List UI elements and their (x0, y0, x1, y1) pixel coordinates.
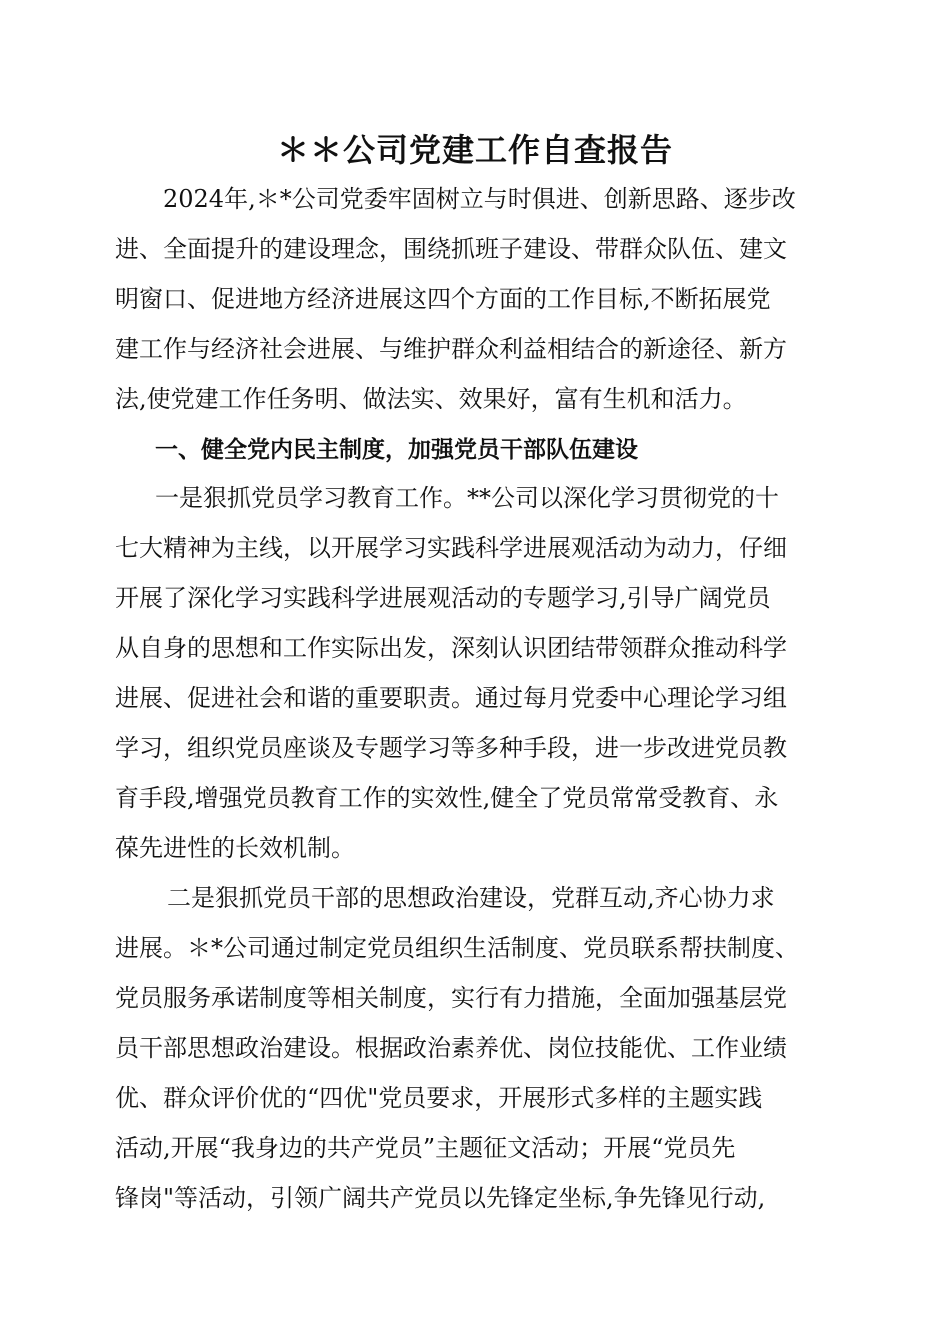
section-heading-1: 一、健全党内民主制度，加强党员干部队伍建设 (155, 437, 638, 463)
para2-line-5: 优、群众评价优的“四优"党员要求，开展形式多样的主题实践 (115, 1084, 763, 1112)
document-title: ＊＊公司党建工作自查报告 (276, 131, 673, 169)
para2-line-3: 党员服务承诺制度等相关制度，实行有力措施，全面加强基层党 (115, 984, 787, 1012)
para2-line-6: 活动,开展“我身边的共产党员”主题征文活动；开展“党员先 (115, 1134, 736, 1162)
para1-line-2: 七大精神为主线，以开展学习实践科学进展观活动为动力，仔细 (115, 534, 787, 562)
para1-line-8: 葆先进性的长效机制。 (115, 834, 355, 862)
intro-line-2: 进、全面提升的建设理念，围绕抓班子建设、带群众队伍、建文 (115, 235, 787, 263)
para2-line-1: 二是狠抓党员干部的思想政治建设，党群互动,齐心协力求 (167, 884, 775, 912)
para1-line-7: 育手段,增强党员教育工作的实效性,健全了党员常常受教育、永 (115, 784, 779, 812)
intro-line-1: 2024年,＊*公司党委牢固树立与时俱进、创新思路、逐步改 (163, 185, 796, 213)
intro-line-4: 建工作与经济社会进展、与维护群众利益相结合的新途径、新方 (115, 335, 787, 363)
intro-line-3: 明窗口、促进地方经济进展这四个方面的工作目标,不断拓展党 (115, 285, 771, 313)
para2-line-2: 进展。＊*公司通过制定党员组织生活制度、党员联系帮扶制度、 (115, 934, 799, 962)
para1-line-3: 开展了深化学习实践科学进展观活动的专题学习,引导广阔党员 (115, 584, 771, 612)
para1-line-1: 一是狠抓党员学习教育工作。**公司以深化学习贯彻党的十 (155, 484, 779, 512)
para2-line-7: 锋岗"等活动，引领广阔共产党员以先锋定坐标,争先锋见行动, (115, 1184, 766, 1212)
para1-line-5: 进展、促进社会和谐的重要职责。通过每月党委中心理论学习组 (115, 684, 787, 712)
para1-line-6: 学习，组织党员座谈及专题学习等多种手段，进一步改进党员教 (115, 734, 787, 762)
para1-line-4: 从自身的思想和工作实际出发，深刻认识团结带领群众推动科学 (115, 634, 787, 662)
para2-line-4: 员干部思想政治建设。根据政治素养优、岗位技能优、工作业绩 (115, 1034, 787, 1062)
intro-line-5: 法,使党建工作任务明、做法实、效果好，富有生机和活力。 (115, 385, 747, 413)
